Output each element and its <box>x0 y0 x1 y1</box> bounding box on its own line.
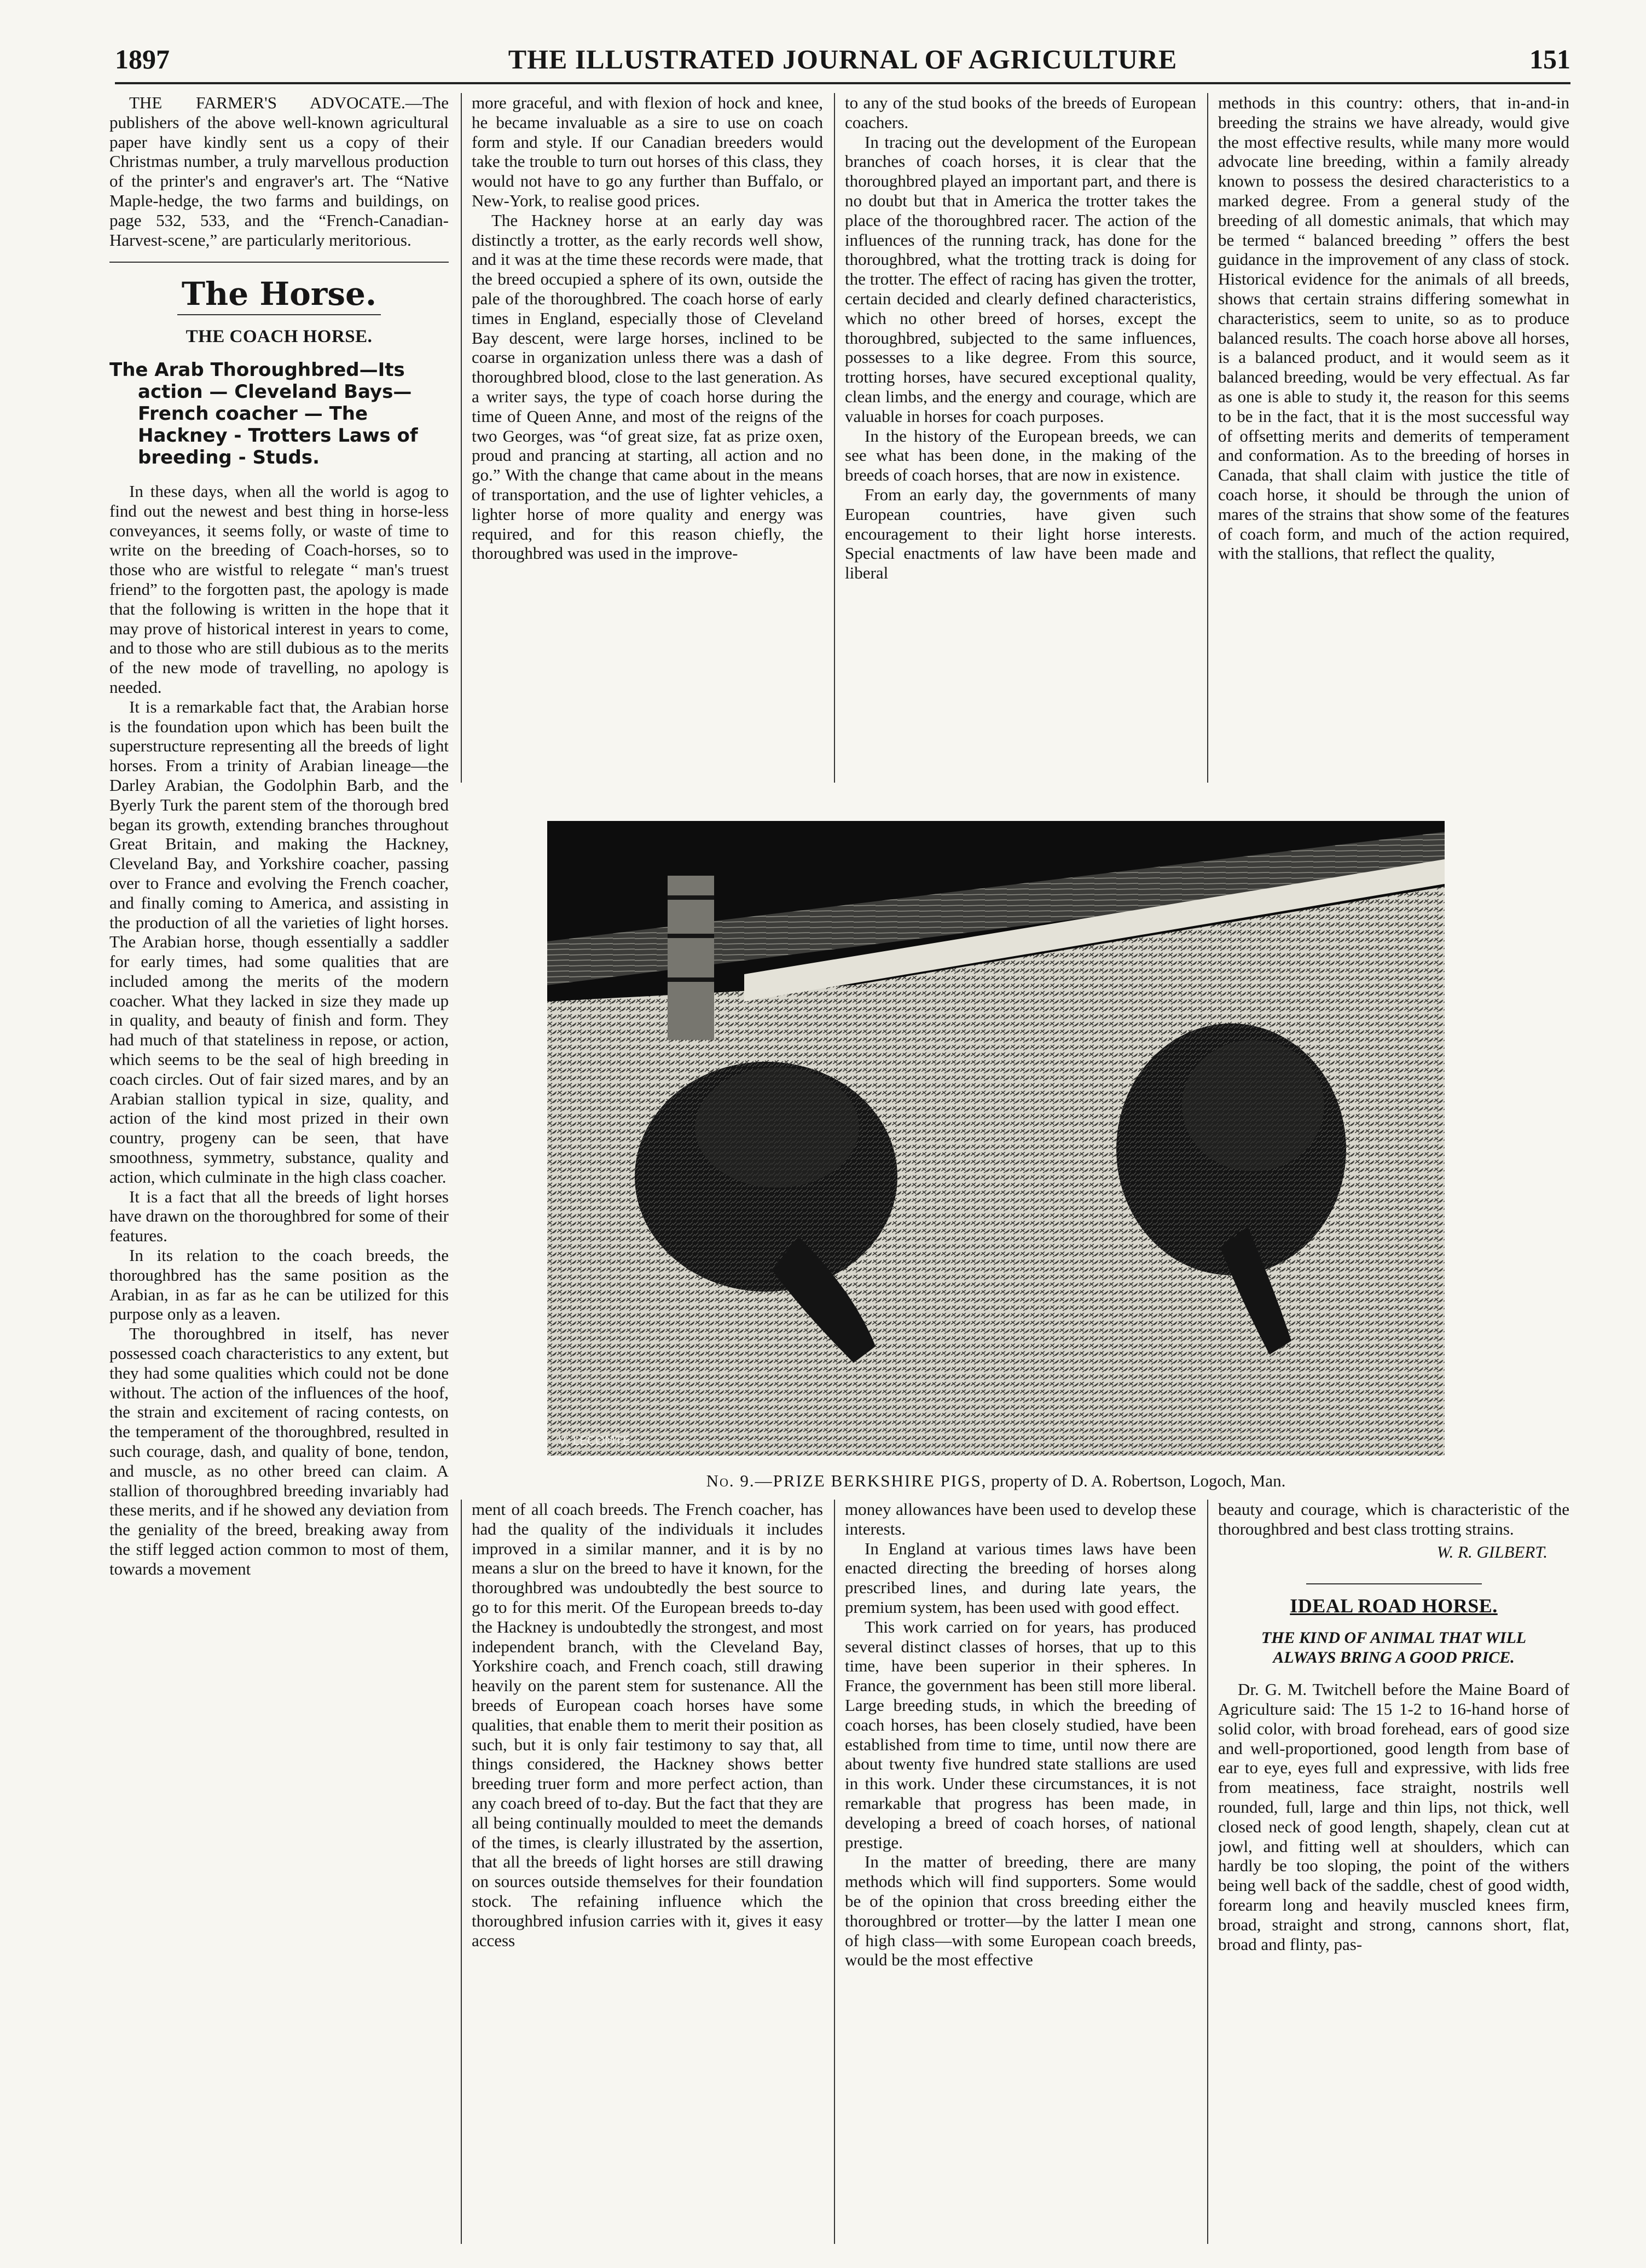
header-page-number: 151 <box>1529 44 1570 74</box>
column-4-bottom <box>1218 1500 1569 2244</box>
article-paragraph: The Hackney horse at an early day was distinctly a trotter, as the early records well show, and it was at the time these records were made, that the breed occupied a sphere of its own, outside the pale of the thoroughbred. The coach horse of early times in England, especially those of Cleveland Bay descent, were large horses, inclined to be coarse in organization unless there was a dash of thoroughbred blood, close to the last generation. As a writer says, the type of coach horse during the time of Queen Anne, and most of the reigns of the two Georges, was “of great size, fat as prize oxen, proud and prancing at starting, all action and no go.” With the change that came about in the means of transportation, and the use of lighter vehicles, a lighter horse of more quality and energy was required, and for this reason chiefly, the thoroughbred was used in the improve- <box>472 210 823 563</box>
article-paragraph: From an early day, the governments of many European countries, have given such encouragement to their light horse interests. Special enactments of law have been made and liberal <box>845 484 1196 583</box>
article-title: THE COACH HORSE. <box>186 327 373 347</box>
article-paragraph: In the history of the European breeds, we can see what has been done, in the making of the breeds of coach horses, that are now in existence. <box>845 426 1196 485</box>
article-paragraph: In the matter of breeding, there are many methods which will find supporters. Some would be of the opinion that cross breeding either the thoroughbred or trotter—by the latter I mean one of high class—with some European coach breeds, would be the most effective <box>845 1852 1196 1970</box>
header-year: 1897 <box>115 44 170 74</box>
column-rule <box>461 1500 462 2244</box>
article-paragraph: ment of all coach breeds. The French coacher, has had the quality of the individuals it includes improved in a similar manner, and it is by no means a slur on the breed to have it known, for the thoroughbred was undoubtedly the best source to go to for this merit. Of the European breeds to-day the Hackney is undoubtedly the strongest, and most independent branch, with the Cleveland Bay, Yorkshire coach, and French coach, still drawing heavily on the parent stem for sustenance. All the breeds of European coach horses have some qualities, that enable them to merit their position as such, but it is only fair testimony to say that, all things considered, the Hackney shows better breeding truer form and more perfect action, than any coach breed of to-day. But the fact that they are all being continually moulded to meet the demands of the times, is clearly illustrated by the assertion, that all the breeds of light horses are still drawing on sources outside themselves for their foundation stock. The refaining influence which the thoroughbred infusion carries with it, gives it easy access <box>472 1500 823 1950</box>
section-title: The Horse. <box>181 275 377 313</box>
separator-rule <box>109 262 449 263</box>
article-paragraph: money allowances have been used to develop these interests. <box>845 1500 1196 1538</box>
column-4-top <box>1218 93 1569 788</box>
article-paragraph: to any of the stud books of the breeds of European coachers. <box>845 93 1196 132</box>
article-paragraph: In these days, when all the world is agog to find out the newest and best thing in horse-less conveyances, it seems folly, or waste of time to write on the breeding of Coach-horses, so to those who are wistful to relegate “ man's truest friend” to the forgotten past, the apology is made that the following is written in the hope that it may prove of historical interest in years to come, and to those who are still dubious as to the merits of the new mode of travelling, no apology is needed. <box>109 481 449 697</box>
article-paragraph: This work carried on for years, has produced several distinct classes of horses, that up to this time, have been superior in their spheres. In France, the government has been still more liberal. Large breeding studs, in which the breeding of coach horses, has been closely studied, have been established from time to time, until now there are about twenty five hundred state stallions are used in this work. Under these circumstances, it is not remarkable that progress has been made, in developing a breed of coach horses, of national prestige. <box>845 1617 1196 1852</box>
article-paragraph: methods in this country: others, that in-and-in breeding the strains we have already, would give the most effective results, while many more would advocate line breeding, within a family already known to possess the desired characteristics to a marked degree. From a general study of the breeding of all domestic animals, that which may be termed “ balanced breeding ” offers the best guidance in the improvement of any class of stock. Historical evidence for the animals of all breeds, shows that certain strains differing somewhat in characteristics, seem to unite, so as to produce balanced results. The coach horse above all horses, is a balanced product, and it would seem as it balanced breeding, would be very effectual. As far as one is able to study it, the reason for this seems to be in the fact, that it is the most successful way of offsetting merits and demerits of temperament and conformation. As to the breeding of horses in Canada, that shall claim with justice the title of coach horse, it should be through the union of mares of the strains that show some of the features of coach form, and much of the action required, with the stallions, that reflect the quality, <box>1218 93 1569 563</box>
article-paragraph: beauty and courage, which is characteristic of the thoroughbred and best class trotting strains. <box>1218 1500 1569 1538</box>
column-1 <box>109 93 449 2244</box>
engraving-image <box>547 821 1445 1456</box>
figure-caption <box>547 1471 1445 1491</box>
column-2-top <box>472 93 823 788</box>
article-paragraph: In England at various times laws have been enacted directing the breeding of horses along prescribed lines, and during late years, the premium system, has been used with good effect. <box>845 1538 1196 1617</box>
article-paragraph: It is a fact that all the breeds of light horses have drawn on the thoroughbred for some of their features. <box>109 1187 449 1246</box>
article2-title: IDEAL ROAD HORSE. <box>1290 1595 1498 1617</box>
caption-lead: No. 9.—PRIZE BERKSHIRE PIGS, <box>706 1471 987 1490</box>
column-rule <box>1207 1500 1208 2244</box>
separator-rule <box>177 314 381 315</box>
caption-rest: property of D. A. Robertson, Logoch, Man. <box>987 1471 1286 1490</box>
header-title: THE ILLUSTRATED JOURNAL OF AGRICULTURE <box>508 44 1178 74</box>
article-paragraph: It is a remarkable fact that, the Arabian horse is the foundation upon which has been built the superstructure representing all the breeds of light horses. From a trinity of Arabian lineage—the Darley Arabian, the Godolphin Barb, and the Byerly Turk the parent stem of the thorough bred began its growth, extending branches throughout Great Britain, and making the Hackney, Cleveland Bay, and Yorkshire coacher, passing over to France and evolving the French coacher, and finally coming to America, and assisting in the production of all the varieties of light horses. The Arabian horse, though essentially a saddler for early times, had some qualities that are included among the merits of the modern coacher. What they lacked in size they made up in quality, and beauty of finish and form. They had much of that stateliness in repose, or action, which seems to be the seal of high breeding in coach circles. Out of fair sized mares, and by an Arabian stallion typical in size, quality, and action of the kind most prized in their own country, progeny can be seen, that have smoothness, symmetry, substance, quality and action, which culminate in the high class coacher. <box>109 697 449 1187</box>
article-subhead: The Arab Thoroughbred—Its action — Cleveland Bays—French coacher — The Hackney - Trotters Laws of breeding - Studs. <box>109 358 418 468</box>
column-rule <box>834 93 835 783</box>
column-rule <box>834 1500 835 2244</box>
column-2-bottom <box>472 1500 823 2244</box>
article-paragraph: In its relation to the coach breeds, the thoroughbred has the same position as the Arabian, in as far as he can be utilized for this purpose only as a leaven. <box>109 1246 449 1324</box>
separator-rule <box>1306 1583 1482 1584</box>
header-rule <box>115 82 1570 84</box>
article-paragraph: The thoroughbred in itself, has never possessed coach characteristics to any extent, but they had some qualities which could not be done without. The action of the influences of the hoof, the strain and excitement of racing contests, on the temperament of the thoroughbred, resulted in such courage, dash, and quality of bone, tendon, and muscle, as no other breed can claim. A stallion of thoroughbred breeding invariably had these merits, and if he showed any deviation from the geniality of the breed, breaking away from the stiff legged action common to most of them, towards a movement <box>109 1324 449 1578</box>
column-rule <box>1207 93 1208 783</box>
author-signature: W. R. GILBERT. <box>1436 1542 1548 1561</box>
engraver-signature: V. LECOMTE <box>558 1434 630 1448</box>
article-paragraph: more graceful, and with flexion of hock and knee, he became invaluable as a sire to use on coach form and style. If our Canadian breeders would take the trouble to turn out horses of this class, they would not have to go any further than Buffalo, or New-York, to realise good prices. <box>472 93 823 210</box>
article-paragraph: In tracing out the development of the European branches of coach horses, it is clear that the thoroughbred played an important part, and there is no doubt but that in America the trotter takes the place of the thoroughbred racer. The action of the influences of the running track, has done for the thoroughbred, what the trotting track is doing for the trotter. The effect of racing has given the trotter, certain decided and clearly defined characteristics, which no other breed of horses, except the thoroughbred, subjected to the same influences, possesses to a like degree. From this source, trotting horses, have secured exceptional quality, clean limbs, and the energy and courage, which are valuable in horses for coach purposes. <box>845 132 1196 426</box>
farmers-advocate-notice: THE FARMER'S ADVOCATE.—The publishers of the above well-known agricultural paper have kindly sent us a copy of their Christmas number, a truly marvellous production of the printer's and engraver's art. The “Native Maple-hedge, the two farms and buildings, on page 532, 533, and the “French-Canadian-Harvest-scene,” are particularly meritorious. <box>109 93 449 250</box>
berkshire-pigs-engraving <box>547 821 1445 1456</box>
article2-paragraph: Dr. G. M. Twitchell before the Maine Board of Agriculture said: The 15 1-2 to 16-hand horse of solid color, with broad forehead, ears of good size and well-proportioned, good length from base of ear to eye, eyes full and expressive, with lids free from meatiness, face straight, nostrils well rounded, full, large and thin lips, not thick, well closed neck of good length, shapely, clean cut at jowl, and fitting well at shoulders, which can hardly be too sloping, the point of the withers being well back of the saddle, chest of good width, forearm long and heavily muscled knees firm, broad, straight and strong, cannons short, flat, broad and flinty, pas- <box>1218 1680 1569 1954</box>
column-3-top <box>845 93 1196 788</box>
page-header <box>115 43 1570 76</box>
column-rule <box>461 93 462 783</box>
column-3-bottom <box>845 1500 1196 2244</box>
article2-subtitle: THE KIND OF ANIMAL THAT WILL ALWAYS BRING A GOOD PRICE. <box>1261 1629 1527 1667</box>
